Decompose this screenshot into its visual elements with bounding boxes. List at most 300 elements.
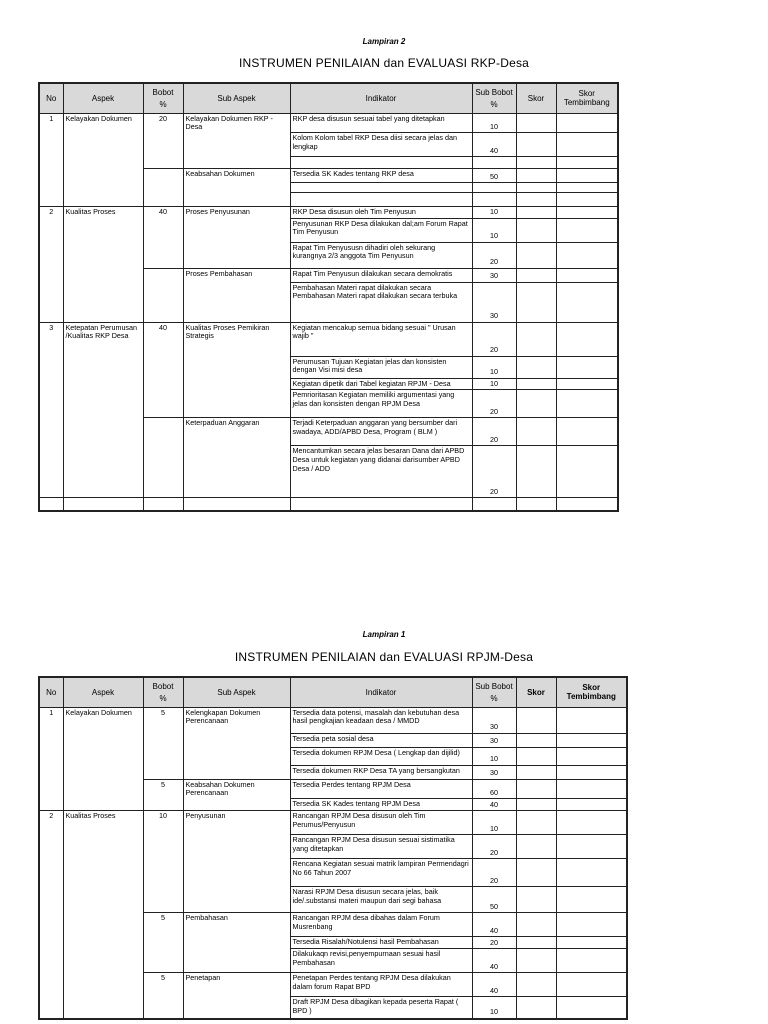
sub-bobot-cell: 20 [472, 859, 516, 887]
bobot-cell [143, 835, 183, 859]
header-no: No [39, 83, 63, 113]
skor-tembimbang-cell[interactable] [556, 937, 627, 949]
skor-tembimbang-cell[interactable] [556, 811, 627, 835]
indikator-cell: Tersedia SK Kades tentang RKP desa [290, 169, 472, 183]
table-row [39, 157, 618, 169]
aspek-cell [63, 169, 143, 183]
bobot-cell [143, 242, 183, 268]
table-row [39, 169, 618, 183]
indikator-cell: Rapat Tim Penyusun dilakukan secara demokratis [290, 268, 472, 282]
no-cell: 2 [39, 811, 63, 835]
sub-bobot-cell: 40 [472, 133, 516, 157]
table-row [39, 765, 627, 779]
skor-tembimbang-cell[interactable] [556, 133, 618, 157]
sub-aspek-cell [183, 859, 290, 887]
indikator-cell: Penetapan Perdes tentang RPJM Desa dilakukan dalam forum Rapat BPD [290, 973, 472, 997]
skor-tembimbang-cell[interactable] [556, 887, 627, 913]
aspek-cell: Kelayakan Dokumen [63, 113, 143, 133]
sub-aspek-cell [183, 937, 290, 949]
skor-tembimbang-cell[interactable] [556, 378, 618, 390]
no-cell [39, 765, 63, 779]
indikator-cell: Tersedia Risalah/Notulensi hasil Pembahasan [290, 937, 472, 949]
no-cell [39, 193, 63, 207]
sub-bobot-cell [472, 157, 516, 169]
sub-aspek-cell [183, 183, 290, 193]
sub-bobot-cell: 10 [472, 113, 516, 133]
aspek-cell [63, 193, 143, 207]
doc1-title: INSTRUMEN PENILAIAN dan EVALUASI RKP-Desa [238, 56, 530, 70]
aspek-cell [63, 133, 143, 157]
indikator-cell: Kegiatan mencakup semua bidang sesuai " Urusan wajib " [290, 322, 472, 356]
table-row [39, 747, 627, 765]
table-row [39, 973, 627, 997]
empty-cell [472, 498, 516, 512]
indikator-cell: Rapat Tim Penyususn dihadiri oleh sekurang kurangnya 2/3 anggota Tim Penyusun [290, 242, 472, 268]
skor-cell[interactable] [516, 913, 556, 937]
bobot-cell [143, 997, 183, 1019]
skor-cell[interactable] [516, 282, 556, 322]
table-row [39, 193, 618, 207]
skor-cell[interactable] [516, 268, 556, 282]
table-row [39, 242, 618, 268]
bobot-cell [143, 747, 183, 765]
bobot-cell [143, 378, 183, 390]
skor-cell[interactable] [516, 242, 556, 268]
aspek-cell [63, 765, 143, 779]
indikator-cell: Kegiatan dipetik dari Tabel kegiatan RPJM - Desa [290, 378, 472, 390]
aspek-cell [63, 242, 143, 268]
indikator-cell: Rancangan RPJM desa dibahas dalam Forum Musrenbang [290, 913, 472, 937]
bobot-cell [143, 887, 183, 913]
no-cell [39, 747, 63, 765]
skor-tembimbang-cell[interactable] [556, 242, 618, 268]
bobot-cell: 5 [143, 973, 183, 997]
skor-tembimbang-cell[interactable] [556, 799, 627, 811]
no-cell [39, 997, 63, 1019]
indikator-cell: Pembahasan Materi rapat dilakukan secara Pembahasan Materi rapat dilakukan secara terbuka [290, 282, 472, 322]
sub-bobot-cell: 30 [472, 707, 516, 733]
table-row [39, 218, 618, 242]
sub-bobot-cell: 30 [472, 765, 516, 779]
skor-cell[interactable] [516, 811, 556, 835]
table-row [39, 913, 627, 937]
header-skor: Skor [516, 83, 556, 113]
empty-cell[interactable] [516, 498, 556, 512]
table-row [39, 378, 618, 390]
aspek-cell [63, 747, 143, 765]
skor-cell[interactable] [516, 887, 556, 913]
table-row [39, 282, 618, 322]
bobot-cell [143, 949, 183, 973]
table-row [39, 707, 627, 733]
sub-aspek-cell: Kelayakan Dokumen RKP - Desa [183, 113, 290, 133]
skor-tembimbang-cell[interactable] [556, 418, 618, 446]
no-cell [39, 835, 63, 859]
bobot-cell: 40 [143, 322, 183, 356]
skor-tembimbang-cell[interactable] [556, 356, 618, 378]
no-cell: 1 [39, 707, 63, 733]
sub-aspek-cell [183, 157, 290, 169]
skor-cell[interactable] [516, 169, 556, 183]
header-aspek: Aspek [63, 83, 143, 113]
skor-tembimbang-cell[interactable] [556, 835, 627, 859]
table-row [39, 268, 618, 282]
no-cell [39, 390, 63, 418]
sub-bobot-cell: 10 [472, 378, 516, 390]
table-row [39, 811, 627, 835]
aspek-cell: Kelayakan Dokumen [63, 707, 143, 733]
sub-aspek-cell [183, 242, 290, 268]
table-row [39, 997, 627, 1019]
skor-cell[interactable] [516, 183, 556, 193]
no-cell: 3 [39, 322, 63, 356]
indikator-cell: RKP desa disusun sesuai tabel yang ditetapkan [290, 113, 472, 133]
rpjm-evaluation-table [38, 676, 628, 1020]
no-cell [39, 446, 63, 498]
bobot-cell: 40 [143, 207, 183, 219]
table-row [39, 183, 618, 193]
skor-cell[interactable] [516, 218, 556, 242]
sub-aspek-cell [183, 218, 290, 242]
bobot-cell [143, 169, 183, 183]
aspek-cell [63, 418, 143, 446]
aspek-cell [63, 356, 143, 378]
sub-aspek-cell [183, 949, 290, 973]
doc2-title: INSTRUMEN PENILAIAN dan EVALUASI RPJM-Desa [234, 650, 534, 664]
table-header-row [39, 83, 618, 113]
skor-cell[interactable] [516, 322, 556, 356]
header-aspek: Aspek [63, 677, 143, 707]
bobot-cell: 5 [143, 707, 183, 733]
sub-bobot-cell: 20 [472, 937, 516, 949]
bobot-cell: 5 [143, 913, 183, 937]
bobot-cell [143, 183, 183, 193]
no-cell [39, 356, 63, 378]
skor-tembimbang-cell[interactable] [556, 207, 618, 219]
indikator-cell: Mencantumkan secara jelas besaran Dana dari APBD Desa untuk kegiatan yang didanai darisumber APBD Desa / ADD [290, 446, 472, 498]
table-row [39, 835, 627, 859]
table-row [39, 207, 618, 219]
table-row [39, 356, 618, 378]
table-row [39, 446, 618, 498]
no-cell [39, 799, 63, 811]
aspek-cell [63, 183, 143, 193]
sub-aspek-cell: Penetapan [183, 973, 290, 997]
skor-cell[interactable] [516, 207, 556, 219]
skor-cell[interactable] [516, 973, 556, 997]
aspek-cell [63, 282, 143, 322]
bobot-cell [143, 937, 183, 949]
indikator-cell [290, 183, 472, 193]
sub-aspek-cell: Keabsahan Dokumen [183, 169, 290, 183]
no-cell [39, 268, 63, 282]
no-cell [39, 133, 63, 157]
indikator-cell: Draft RPJM Desa dibagikan kepada peserta Rapat ( BPD ) [290, 997, 472, 1019]
bobot-cell [143, 218, 183, 242]
indikator-cell [290, 193, 472, 207]
sub-bobot-cell: 40 [472, 973, 516, 997]
skor-tembimbang-cell[interactable] [556, 733, 627, 747]
no-cell [39, 733, 63, 747]
empty-cell [143, 498, 183, 512]
aspek-cell [63, 446, 143, 498]
indikator-cell: Tersedia dokumen RKP Desa TA yang bersangkutan [290, 765, 472, 779]
sub-bobot-cell: 50 [472, 169, 516, 183]
sub-aspek-cell: Keabsahan Dokumen Perencanaan [183, 779, 290, 799]
sub-bobot-cell: 50 [472, 887, 516, 913]
aspek-cell [63, 733, 143, 747]
sub-aspek-cell [183, 378, 290, 390]
indikator-cell: Tersedia data potensi, masalah dan kebutuhan desa hasil pengkajian keadaan desa / MMDD [290, 707, 472, 733]
no-cell [39, 282, 63, 322]
sub-bobot-cell [472, 193, 516, 207]
skor-cell[interactable] [516, 997, 556, 1019]
indikator-cell: Tersedia Perdes tentang RPJM Desa [290, 779, 472, 799]
aspek-cell [63, 913, 143, 937]
skor-cell[interactable] [516, 390, 556, 418]
skor-cell[interactable] [516, 835, 556, 859]
sub-aspek-cell: Kelengkapan Dokumen Perencanaan [183, 707, 290, 733]
sub-bobot-cell: 20 [472, 835, 516, 859]
bobot-cell: 20 [143, 113, 183, 133]
skor-cell[interactable] [516, 418, 556, 446]
skor-cell[interactable] [516, 707, 556, 733]
header-skor: Skor [516, 677, 556, 707]
sub-aspek-cell [183, 446, 290, 498]
doc2-caption: Lampiran 1 [362, 630, 406, 639]
sub-aspek-cell [183, 835, 290, 859]
sub-aspek-cell [183, 799, 290, 811]
skor-tembimbang-cell[interactable] [556, 322, 618, 356]
bobot-cell [143, 733, 183, 747]
aspek-cell [63, 779, 143, 799]
skor-cell[interactable] [516, 765, 556, 779]
skor-cell[interactable] [516, 133, 556, 157]
skor-cell[interactable] [516, 779, 556, 799]
bobot-cell [143, 356, 183, 378]
aspek-cell [63, 835, 143, 859]
aspek-cell [63, 157, 143, 169]
indikator-cell: Tersedia peta sosial desa [290, 733, 472, 747]
indikator-cell: Terjadi Keterpaduan anggaran yang bersumber dari swadaya, ADD/APBD Desa, Program ( BLM ) [290, 418, 472, 446]
sub-aspek-cell [183, 133, 290, 157]
no-cell [39, 418, 63, 446]
skor-tembimbang-cell[interactable] [556, 997, 627, 1019]
no-cell [39, 913, 63, 937]
empty-cell [63, 498, 143, 512]
sub-bobot-cell: 40 [472, 799, 516, 811]
skor-tembimbang-cell[interactable] [556, 183, 618, 193]
table-header-row [39, 677, 627, 707]
indikator-cell: Rancangan RPJM Desa disusun oleh Tim Perumus/Penyusun [290, 811, 472, 835]
header-sub-aspek: Sub Aspek [183, 83, 290, 113]
bobot-cell: 10 [143, 811, 183, 835]
skor-cell[interactable] [516, 949, 556, 973]
sub-bobot-cell: 10 [472, 207, 516, 219]
skor-tembimbang-cell[interactable] [556, 268, 618, 282]
no-cell [39, 183, 63, 193]
header-bobot: Bobot % [143, 677, 183, 707]
aspek-cell: Kualitas Proses [63, 811, 143, 835]
skor-cell[interactable] [516, 113, 556, 133]
skor-tembimbang-cell[interactable] [556, 390, 618, 418]
table-row [39, 887, 627, 913]
skor-cell[interactable] [516, 733, 556, 747]
sub-aspek-cell [183, 765, 290, 779]
bobot-cell [143, 282, 183, 322]
aspek-cell: Ketepatan Perumusan /Kualitas RKP Desa [63, 322, 143, 356]
sub-aspek-cell [183, 356, 290, 378]
sub-bobot-cell: 10 [472, 811, 516, 835]
skor-cell[interactable] [516, 157, 556, 169]
skor-cell[interactable] [516, 937, 556, 949]
indikator-cell: Perumusan Tujuan Kegiatan jelas dan konsisten dengan Visi misi desa [290, 356, 472, 378]
aspek-cell [63, 268, 143, 282]
indikator-cell [290, 157, 472, 169]
table-row [39, 733, 627, 747]
skor-cell[interactable] [516, 799, 556, 811]
skor-tembimbang-cell[interactable] [556, 859, 627, 887]
skor-tembimbang-cell[interactable] [556, 218, 618, 242]
sub-aspek-cell [183, 282, 290, 322]
skor-tembimbang-cell[interactable] [556, 747, 627, 765]
sub-aspek-cell: Proses Penyusunan [183, 207, 290, 219]
sub-bobot-cell: 40 [472, 913, 516, 937]
no-cell: 2 [39, 207, 63, 219]
sub-bobot-cell: 10 [472, 218, 516, 242]
aspek-cell [63, 949, 143, 973]
sub-bobot-cell: 40 [472, 949, 516, 973]
no-cell [39, 949, 63, 973]
aspek-cell [63, 973, 143, 997]
aspek-cell [63, 218, 143, 242]
table-row [39, 133, 618, 157]
sub-bobot-cell: 60 [472, 779, 516, 799]
sub-aspek-cell: Penyusunan [183, 811, 290, 835]
doc1-caption: Lampiran 2 [362, 37, 406, 46]
bobot-cell [143, 799, 183, 811]
indikator-cell: Tersedia SK Kades tentang RPJM Desa [290, 799, 472, 811]
skor-tembimbang-cell[interactable] [556, 193, 618, 207]
sub-aspek-cell [183, 390, 290, 418]
bobot-cell [143, 193, 183, 207]
sub-aspek-cell: Kualitas Proses Pemikiran Strategis [183, 322, 290, 356]
indikator-cell: Rancangan RPJM Desa disusun sesuai sistimatika yang ditetapkan [290, 835, 472, 859]
table-row [39, 949, 627, 973]
header-sub-bobot: Sub Bobot % [472, 83, 516, 113]
no-cell [39, 169, 63, 183]
sub-bobot-cell: 30 [472, 733, 516, 747]
sub-bobot-cell: 10 [472, 356, 516, 378]
sub-bobot-cell: 30 [472, 282, 516, 322]
empty-cell [39, 498, 63, 512]
indikator-cell: RKP Desa disusun oleh Tim Penyusun [290, 207, 472, 219]
indikator-cell: Kolom Kolom tabel RKP Desa diisi secara jelas dan lengkap [290, 133, 472, 157]
sub-bobot-cell: 10 [472, 747, 516, 765]
skor-cell[interactable] [516, 747, 556, 765]
sub-bobot-cell [472, 183, 516, 193]
skor-tembimbang-cell[interactable] [556, 707, 627, 733]
sub-bobot-cell: 30 [472, 268, 516, 282]
no-cell [39, 378, 63, 390]
aspek-cell [63, 390, 143, 418]
bobot-cell [143, 446, 183, 498]
skor-cell[interactable] [516, 859, 556, 887]
no-cell [39, 779, 63, 799]
sub-aspek-cell [183, 887, 290, 913]
indikator-cell: Pemrioritasan Kegiatan memiliki argumentasi yang jelas dan konsisten dengan RPJM Desa [290, 390, 472, 418]
indikator-cell: Penyusunan RKP Desa dilakukan dal;am Forum Rapat Tim Penyusun [290, 218, 472, 242]
skor-tembimbang-cell[interactable] [556, 949, 627, 973]
empty-cell [183, 498, 290, 512]
header-sub-aspek: Sub Aspek [183, 677, 290, 707]
no-cell [39, 218, 63, 242]
header-indikator: Indikator [290, 677, 472, 707]
table-row [39, 859, 627, 887]
skor-tembimbang-cell[interactable] [556, 169, 618, 183]
empty-cell [290, 498, 472, 512]
sub-aspek-cell [183, 747, 290, 765]
table-row [39, 322, 618, 356]
skor-tembimbang-cell[interactable] [556, 973, 627, 997]
skor-tembimbang-cell[interactable] [556, 446, 618, 498]
sub-bobot-cell: 10 [472, 997, 516, 1019]
skor-tembimbang-cell[interactable] [556, 913, 627, 937]
sub-bobot-cell: 20 [472, 242, 516, 268]
bobot-cell: 5 [143, 779, 183, 799]
indikator-cell: Dilakukaqn revisi,penyempurnaan sesuai hasil Pembahasan [290, 949, 472, 973]
skor-cell[interactable] [516, 378, 556, 390]
bobot-cell [143, 859, 183, 887]
skor-cell[interactable] [516, 356, 556, 378]
skor-cell[interactable] [516, 193, 556, 207]
sub-bobot-cell: 20 [472, 390, 516, 418]
skor-cell[interactable] [516, 446, 556, 498]
skor-tembimbang-cell[interactable] [556, 779, 627, 799]
skor-tembimbang-cell[interactable] [556, 113, 618, 133]
bobot-cell [143, 390, 183, 418]
no-cell [39, 157, 63, 169]
sub-bobot-cell: 20 [472, 322, 516, 356]
aspek-cell [63, 859, 143, 887]
table-row [39, 390, 618, 418]
indikator-cell: Narasi RPJM Desa disusun secara jelas, baik ide/.substansi materi maupun dari segi bahasa [290, 887, 472, 913]
indikator-cell: Tersedia dokumen RPJM Desa ( Lengkap dan dijilid) [290, 747, 472, 765]
bobot-cell [143, 418, 183, 446]
bobot-cell [143, 157, 183, 169]
table-row-empty [39, 498, 618, 512]
bobot-cell [143, 765, 183, 779]
sub-aspek-cell: Proses Pembahasan [183, 268, 290, 282]
header-skor-tembimbang: Skor Tembimbang [556, 677, 627, 707]
sub-aspek-cell [183, 997, 290, 1019]
sub-aspek-cell [183, 193, 290, 207]
header-indikator: Indikator [290, 83, 472, 113]
skor-tembimbang-cell[interactable] [556, 282, 618, 322]
sub-aspek-cell [183, 733, 290, 747]
sub-bobot-cell: 20 [472, 418, 516, 446]
skor-tembimbang-cell[interactable] [556, 157, 618, 169]
aspek-cell [63, 997, 143, 1019]
skor-tembimbang-cell[interactable] [556, 765, 627, 779]
no-cell: 1 [39, 113, 63, 133]
empty-cell[interactable] [556, 498, 618, 512]
table-row [39, 113, 618, 133]
aspek-cell [63, 378, 143, 390]
indikator-cell: Rencana Kegiatan sesuai matrik lampiran Permendagri No 66 Tahun 2007 [290, 859, 472, 887]
no-cell [39, 242, 63, 268]
table-row [39, 779, 627, 799]
